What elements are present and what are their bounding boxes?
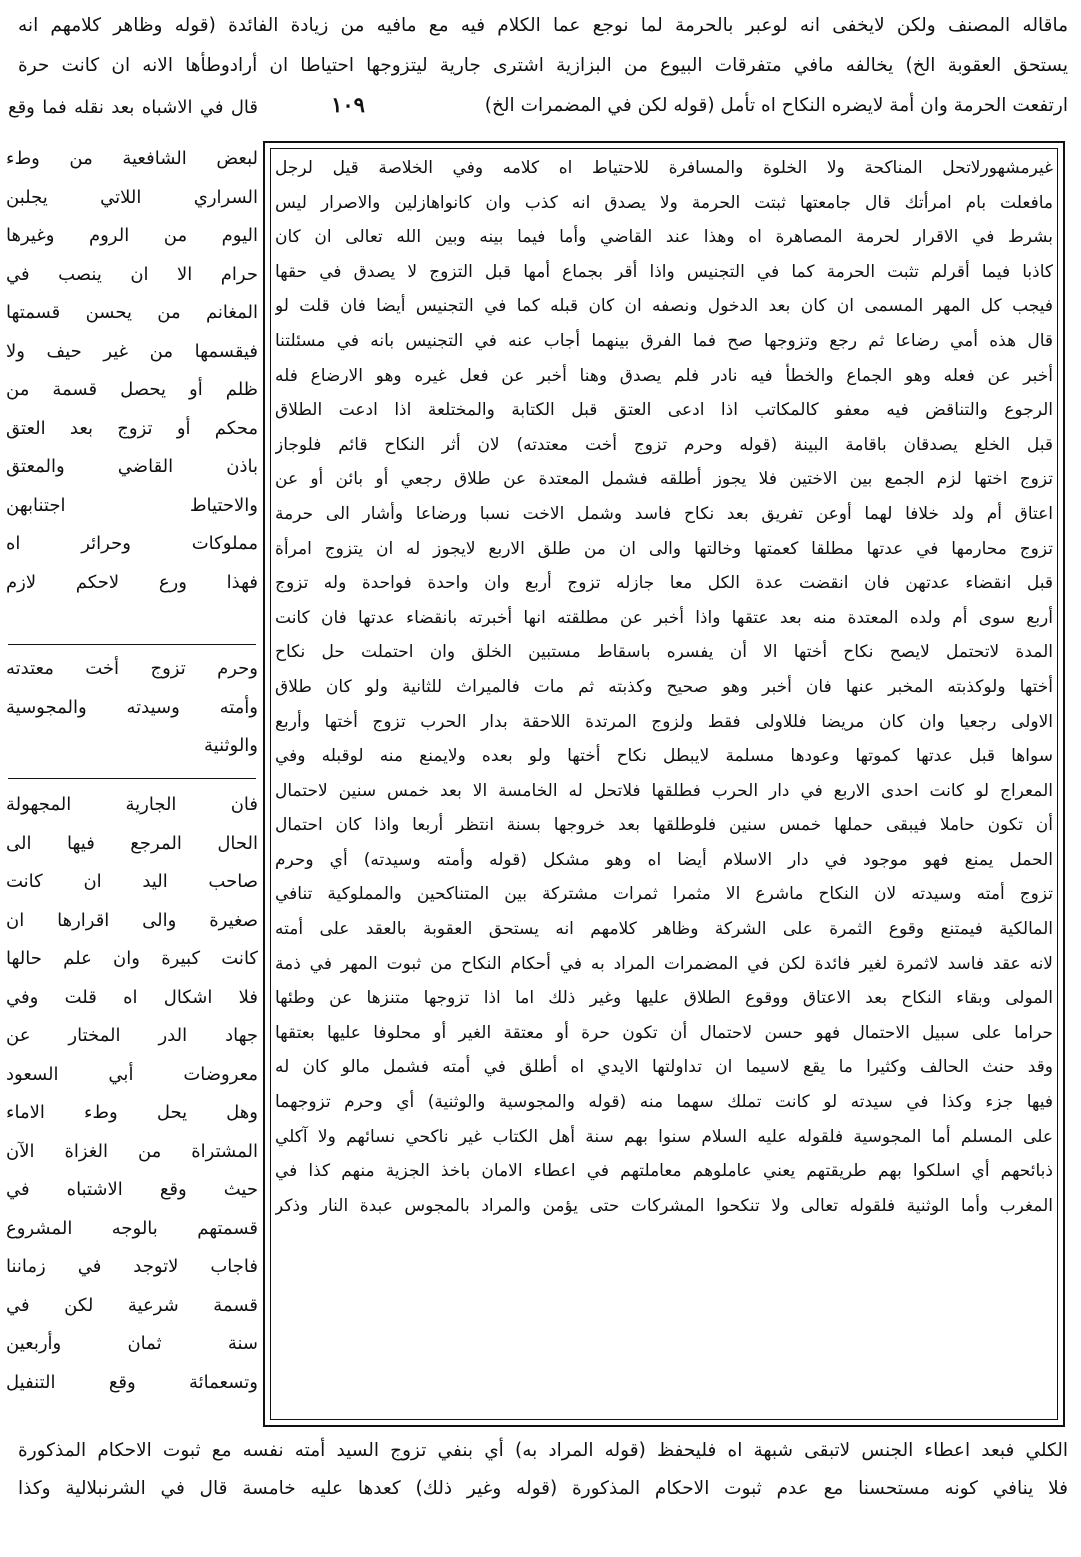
margin-line: صاحب اليد ان كانت xyxy=(6,871,258,892)
margin-line: اليوم من الروم وغيرها xyxy=(6,225,258,246)
main-line: كاذبا فيما أقرلم تثبت الحرمة كما في التجنيس واذا أقر بجماع أمها قبل التزوج لا يصدق في حقها xyxy=(275,261,1053,282)
main-line: تزوج محارمها في عدتها مطلقا كعمتها وخالتها والى ان من طلق الاربع لايجوز له ان يتزوج امرأة xyxy=(275,538,1053,559)
main-line: حراما على سبيل الاحتمال فهو حسن لاحتمال أن تكون حرة أو معتقة الغير أو محلوفا عليها بعتقها xyxy=(275,1022,1053,1043)
margin-line: وأمته وسيدته والمجوسية xyxy=(6,696,258,718)
main-line xyxy=(275,1258,1053,1293)
margin-line: فاجاب لاتوجد في زماننا xyxy=(6,1256,258,1277)
margin-block-commentary xyxy=(6,786,258,1402)
margin-line: والاحتياط اجتنابهن xyxy=(6,494,258,516)
margin-line: فلا اشكال اه قلت وفي xyxy=(6,986,258,1008)
main-line: مافعلت بام امرأتك قال جامعتها ثبتت الحرمة ولا يصدق انه كذب وان كانواهازلين والاصرار ليس xyxy=(275,192,1053,213)
main-line: على المسلم أما المجوسية فلقوله عليه السلام سنوا بهم سنة أهل الكتاب غير ناكحي نسائهم ولا آكلي xyxy=(275,1126,1053,1147)
main-line: تزوج أمته وسيدته لان النكاح ماشرع الا مثمرا ثمرات مشتركة بين المتناكحين والمملوكية تنافي xyxy=(275,884,1053,905)
margin-line: وتسعمائة وقع التنفيل xyxy=(6,1371,258,1393)
margin-line: والوثنية xyxy=(204,735,258,756)
bottom-text-block xyxy=(18,1432,1068,1508)
margin-line: جهاد الدر المختار عن xyxy=(6,1025,258,1046)
main-line: اعتاق أم ولد خلافا لهما أوعن تفريق بعد نكاح فاسد وشمل الاخت نسبا ورضاعا وأشار الى حرمة xyxy=(275,503,1053,524)
main-line: المالكية فيمتنع وقوع الثمرة على الشركة وظاهر كلامهم انه يستحق العقوبة بالعقد على أمته xyxy=(275,919,1053,940)
margin-line: المغانم من يحسن قسمتها xyxy=(6,302,258,323)
margin-line: باذن القاضي والمعتق xyxy=(6,456,258,477)
main-line: ذبائحهم أي اسلكوا بهم طريقتهم يعني عاملوهم معاملتهم في اعطاء الامان باخذ الجزية منهم كذا في xyxy=(275,1161,1053,1182)
margin-line: سنة ثمان وأربعين xyxy=(6,1333,258,1354)
main-line xyxy=(275,1293,1053,1328)
main-line: غيرمشهورلاتحل المناكحة ولا الخلوة والمسافرة للاحتياط اه كلامه وفي الخلاصة قيل لرجل xyxy=(275,158,1053,178)
bottom-line: فلا ينافي كونه مستحسنا مع عدم ثبوت الاحكام المذكورة (قوله وغير ذلك) كعدها عليه خامسة قال في الشرنبلالية وكذا xyxy=(18,1478,1068,1499)
top-margin-line: قال في الاشباه بعد نقله فما وقع xyxy=(8,97,258,118)
main-line: قبل انقضاء عدتهن فان انقضت عدة الكل معا جازله تزوج أربع وان واحدة فواحدة وله تزوج xyxy=(275,573,1053,594)
margin-line: حرام الا ان ينصب في xyxy=(6,263,258,285)
main-line: الرجوع والتناقض فيه معفو كالمكاتب اذا ادعى العتق قبل الكتابة والمختلعة اذا ادعت الطلاق xyxy=(275,400,1053,421)
page-number: ١٠٩ xyxy=(331,92,365,117)
main-line: الحمل يمنع فهو موجود في دار الاسلام أيضا اه وهو مشكل (قوله وأمته وسيدته) أي وحرم xyxy=(275,849,1053,870)
main-line: فيها جزء وكذا في سيدته لو كانت تملك سهما منه (قوله والمجوسية والوثنية) أي وحرم تزوجهما xyxy=(275,1092,1053,1113)
main-line xyxy=(275,1362,1053,1397)
main-line xyxy=(275,1327,1053,1362)
main-line: بشرط في الاقرار لحرمة المصاهرة اه وهذا عند القاضي وأما فيما بينه وبين الله تعالى ان كان xyxy=(275,227,1053,248)
main-line: المعراج لو كانت احدى الاربع في دار الحرب فطلقها فلاتحل له الخامسة الا بعد خمس سنين لاحتمال xyxy=(275,780,1053,801)
main-line: المولى وبقاء النكاح بعد الاعتاق ووقوع الطلاق عليها وغير ذلك اما اذا تزوجها متنزها عن وطئها xyxy=(275,988,1053,1009)
margin-line: قسمة شرعية لكن في xyxy=(6,1294,258,1316)
main-line: الاولى رجعيا وان كان مريضا فللاولى فقط ولزوج المرتدة اللاحقة بدار الحرب تزوج أختها وأربع xyxy=(275,711,1053,732)
margin-line: الحال المرجع فيها الى xyxy=(6,832,258,854)
margin-line: ظلم أو يحصل قسمة من xyxy=(6,379,258,400)
main-line: لانه عقد فاسد لاثمرة لغير فائدة لكن في المضمرات المراد به في أحكام النكاح من ثبوت المهر في ذمة xyxy=(275,953,1053,974)
main-text-frame xyxy=(263,141,1065,1427)
margin-line: السراري اللاتي يجلبن xyxy=(6,186,258,208)
margin-line: لبعض الشافعية من وطء xyxy=(6,148,258,169)
main-line: أربع سوى أم ولده المعتدة منه بعد عتقها واذا أخبر عن مطلقته انها أخبرته بانقضاء عدتها فان كانت xyxy=(275,607,1053,628)
margin-divider xyxy=(8,778,256,779)
main-text-body xyxy=(275,151,1053,1396)
bottom-line: الكلي فبعد اعطاء الجنس لاتبقى شبهة اه فليحفظ (قوله المراد به) أي بنفي تزوج السيد أمته نفسه مع ثبوت الاحكام المذكورة xyxy=(18,1440,1068,1461)
top-line: ارتفعت الحرمة وان أمة لايضره النكاح اه تأمل (قوله لكن في المضمرات الخ) xyxy=(484,95,1068,116)
main-line: أخبر عن فعله وهو الجماع والخطأ فيه نادر فلم يصدق وهنا أخبر عن فعل غيره وهو الارضاع فله xyxy=(275,365,1053,386)
margin-column xyxy=(6,138,258,1428)
margin-line: معروضات أبي السعود xyxy=(6,1063,258,1085)
main-line: أختها ولوكذبته المخبر عنها فان أخبر وهو صحيح وكذبته ثم مات فالميراث للثانية ولو كان طلاق xyxy=(275,676,1053,697)
main-line: سواها قبل عدتها كموتها وعودها مسلمة لايبطل نكاح أختها ولو بعده ولايمنع منه لوقبله وفي xyxy=(275,746,1053,767)
margin-line: حيث وقع الاشتباه في xyxy=(6,1179,258,1200)
margin-line: مملوكات وحرائر اه xyxy=(6,533,258,554)
main-line: أن تكون حاملا فيبقى حملها خمس سنين فلوطلقها بعد خروجها بسنة انتظر أربعا واذا كان احتمال xyxy=(275,815,1053,836)
margin-line: فهذا ورع لاحكم لازم xyxy=(6,571,258,593)
main-line xyxy=(275,1223,1053,1258)
margin-line: محكم أو تزوج بعد العتق xyxy=(6,417,258,439)
margin-line: وحرم تزوج أخت معتدته xyxy=(6,658,258,679)
top-line: يستحق العقوبة الخ) يخالفه مافي متفرقات البيوع من البزازية اشترى جارية ليتزوجها احتياطا ان أرادوطأها الانه ان كانت حرة xyxy=(18,55,1068,76)
margin-line: وهل يحل وطء الاماء xyxy=(6,1102,258,1123)
margin-divider xyxy=(8,644,256,645)
main-line: فيجب كل المهر المسمى ان كان بعد الدخول ونصفه ان كان قبله كما في التجنيس أيضا فان قلت لو xyxy=(275,296,1053,317)
main-line: المدة لاتحتمل لايصح نكاح أختها الا أن يفسره باسقاط مستبين الخلق وان احتملت حل نكاح xyxy=(275,642,1053,663)
margin-block-matn xyxy=(6,650,258,766)
margin-line: قسمتهم بالوجه المشروع xyxy=(6,1217,258,1239)
margin-line: فان الجارية المجهولة xyxy=(6,794,258,815)
margin-line: صغيرة والى اقرارها ان xyxy=(6,909,258,931)
main-line: قبل الخلع يصدقان باقامة البينة (قوله وحرم تزوج أخت معتدته) لان أثر النكاح قائم فلوجاز xyxy=(275,434,1053,455)
margin-line: فيقسمها من غير حيف ولا xyxy=(6,340,258,362)
main-line: قال هذه أمي رضاعا ثم رجع وتزوجها صح فما الفرق بينهما أجاب عنه في التجنيس بانه في مسئلتنا xyxy=(275,330,1053,351)
margin-block-continuation xyxy=(6,140,258,602)
top-line: ماقاله المصنف ولكن لايخفى انه لوعبر بالحرمة لما نوجع عما الكلام فيه مع مافيه من زيادة الفائدة (قوله وظاهر كلامهم انه xyxy=(18,15,1068,36)
main-line: المغرب وأما الوثنية فلقوله تعالى ولا تنكحوا المشركات حتى يؤمن والمراد بالمجوس عبدة النار وذكر xyxy=(275,1195,1053,1216)
main-line: وقد حنث الحالف وكثيرا ما يقع لاسيما ان تداولتها الايدي اه أطلق في أمته فشمل مالو كان له xyxy=(275,1057,1053,1078)
main-line: تزوج اختها لزم الجمع بين الاختين فلا يجوز أطلقه فشمل المعتدة عن طلاق رجعي أو بائن أو عن xyxy=(275,469,1053,490)
margin-line: كانت كبيرة وان علم حالها xyxy=(6,948,258,969)
margin-line: المشتراة من الغزاة الآن xyxy=(6,1140,258,1162)
